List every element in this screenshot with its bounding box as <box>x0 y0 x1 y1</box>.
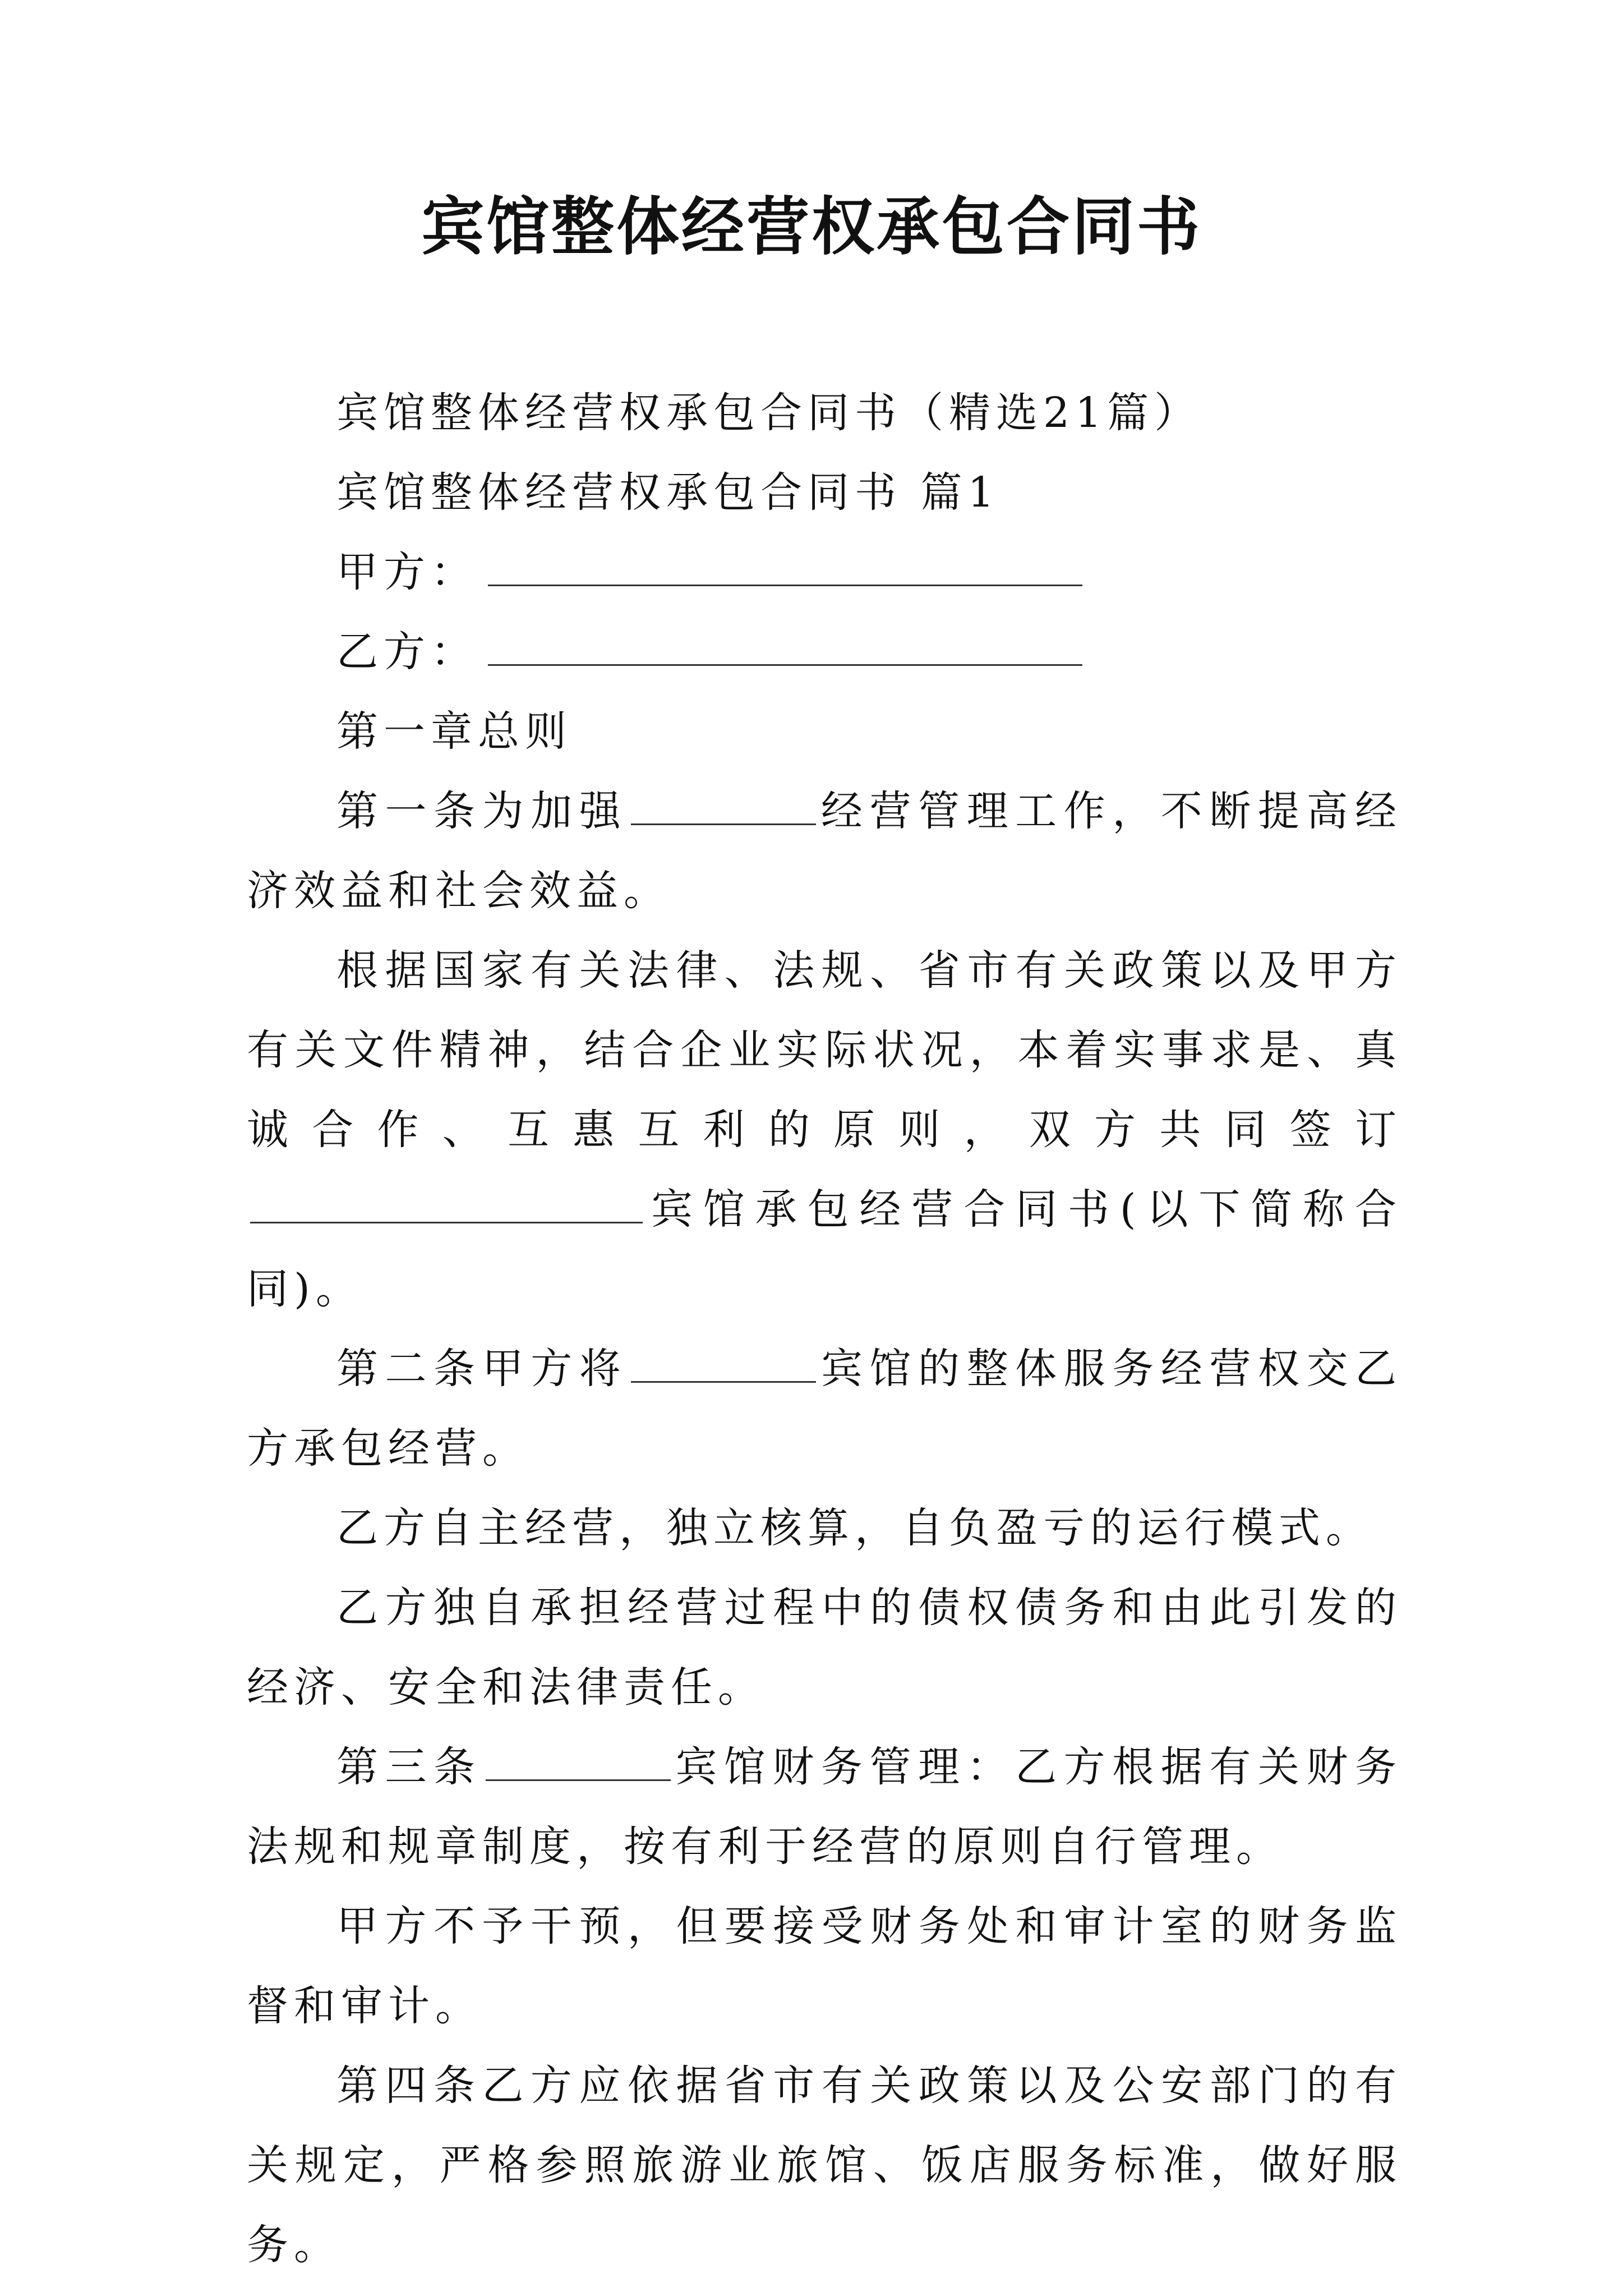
article-3-text-after: 宾馆财务管理：乙方根据有关财务法规和规章制度，按有利于经营的原则自行管理。 <box>247 1743 1403 1871</box>
article-1-text-before: 第一条为加强 <box>336 787 628 835</box>
article-1 <box>247 771 1402 931</box>
party-b-label: 乙方： <box>336 628 478 676</box>
article-2-text-before: 第二条甲方将 <box>336 1345 628 1393</box>
paragraph-basis-text-after: 宾馆承包经营合同书(以下简称合同)。 <box>247 1185 1402 1313</box>
paragraph-audit: 甲方不予干预，但要接受财务处和审计室的财务监督和审计。 <box>247 1902 1402 2030</box>
article-2-blank <box>631 1344 816 1383</box>
article-1-blank <box>631 786 816 825</box>
article-2 <box>247 1329 1402 1488</box>
article-3 <box>247 1727 1402 1887</box>
article-4: 第四条乙方应依据省市有关政策以及公安部门的有关规定，严格参照旅游业旅馆、饭店服务标准，做好服务。 <box>247 2062 1402 2269</box>
party-a-label: 甲方： <box>336 548 478 596</box>
paragraph-self-operation: 乙方自主经营，独立核算，自负盈亏的运行模式。 <box>336 1504 1373 1552</box>
party-a-line <box>247 532 1402 612</box>
paragraph-liability: 乙方独自承担经营过程中的债权债务和由此引发的经济、安全和法律责任。 <box>247 1584 1402 1711</box>
contract-name-blank <box>250 1185 643 1223</box>
party-b-blank <box>488 627 1082 666</box>
chapter-heading: 第一章总则 <box>336 707 572 756</box>
document-subtitle: 宾馆整体经营权承包合同书（精选21篇） <box>336 389 1202 437</box>
party-a-blank <box>488 547 1082 586</box>
article-2-text-after: 宾馆的整体服务经营权交乙方承包经营。 <box>247 1345 1403 1473</box>
article-1-text-after: 经营管理工作，不断提高经济效益和社会效益。 <box>247 787 1403 915</box>
article-3-text-before: 第三条 <box>336 1743 482 1791</box>
document-title: 宾馆整体经营权承包合同书 <box>421 190 1202 264</box>
section-heading: 宾馆整体经营权承包合同书 篇1 <box>336 468 1000 517</box>
article-3-blank <box>486 1742 671 1781</box>
paragraph-basis-text-before: 根据国家有关法律、法规、省市有关政策以及甲方有关文件精神，结合企业实际状况，本着实事求是、真诚合作、互惠互利的原则，双方共同签订 <box>247 946 1402 1154</box>
paragraph-basis <box>247 931 1402 1329</box>
party-b-line <box>247 612 1402 692</box>
document-body <box>247 373 1402 2285</box>
